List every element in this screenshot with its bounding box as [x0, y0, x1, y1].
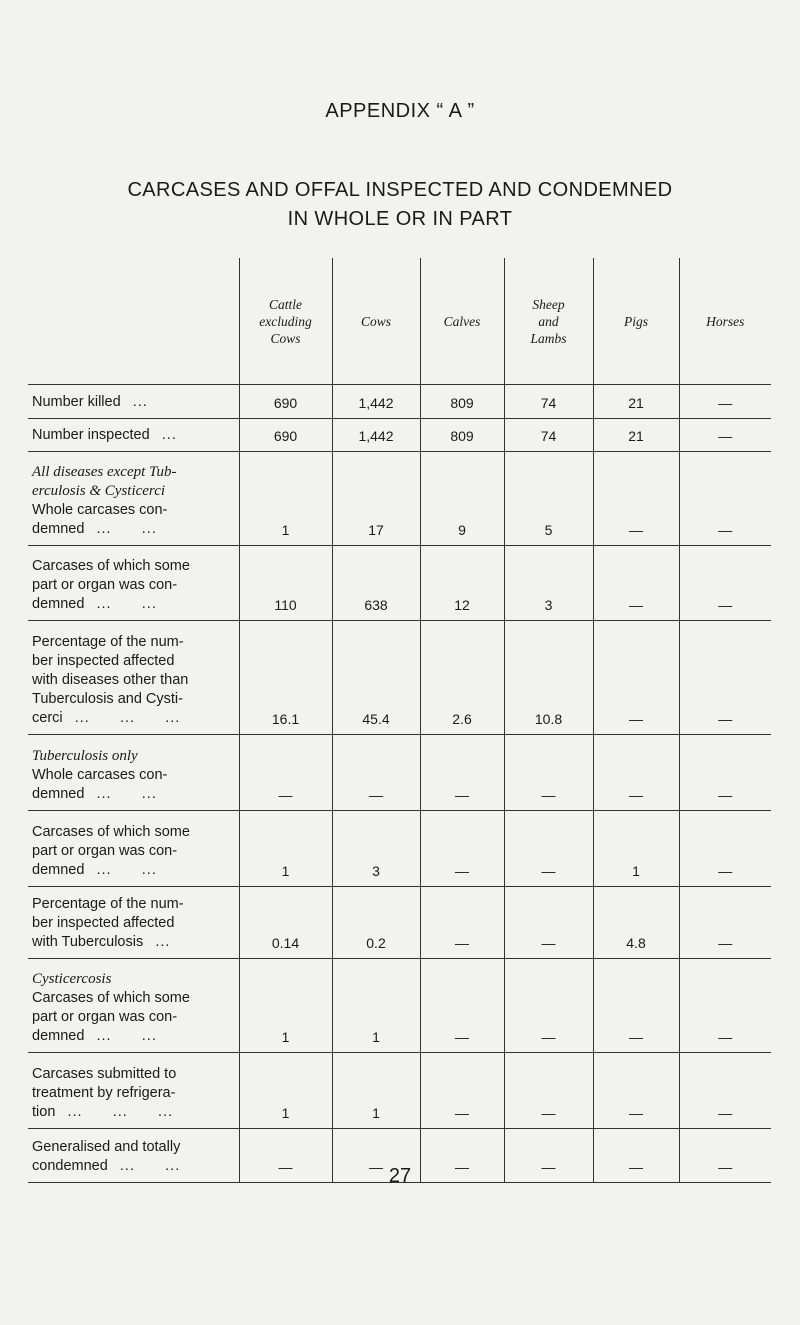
value-cell-sheep: — [504, 1053, 593, 1129]
value-cell-horses: — [679, 385, 771, 419]
value-cell-calves: — [420, 959, 504, 1053]
value-cell-sheep: — [504, 959, 593, 1053]
row-label-line [32, 861, 233, 880]
value-cell-horses: — [679, 419, 771, 452]
leader-gap [84, 862, 96, 878]
table-row [28, 735, 771, 811]
row-label-text: Cysticercosis [32, 971, 112, 987]
value-cell-sheep: — [504, 887, 593, 959]
row-label-text: Carcases of which some [32, 558, 190, 574]
value-cell-horses: — [679, 452, 771, 546]
row-label-line [32, 1138, 233, 1157]
row-label-text: Tuberculosis only [32, 748, 138, 764]
table-row [28, 385, 771, 419]
value-cell-pigs: — [593, 621, 679, 735]
value-cell-calves: 2.6 [420, 621, 504, 735]
row-label-line [32, 690, 233, 709]
row-label-line [32, 766, 233, 785]
table-row [28, 452, 771, 546]
value-cell-cattle: — [239, 735, 332, 811]
leader-gap [84, 521, 96, 537]
value-cell-cattle: 690 [239, 385, 332, 419]
value-cell-cattle: 1 [239, 959, 332, 1053]
row-label-text: ber inspected affected [32, 915, 175, 931]
value-cell-calves: — [420, 811, 504, 887]
value-cell-sheep: 74 [504, 385, 593, 419]
inspection-table [28, 258, 771, 1183]
value-cell-cows: 1 [332, 959, 420, 1053]
leader-dots: ... [155, 934, 171, 950]
value-cell-pigs: — [593, 1053, 679, 1129]
value-cell-cows: 0.2 [332, 887, 420, 959]
value-cell-pigs: — [593, 546, 679, 621]
value-cell-cattle: 690 [239, 419, 332, 452]
row-label-text: Number inspected [32, 427, 150, 443]
row-label-line [32, 914, 233, 933]
row-label-line [32, 1008, 233, 1027]
row-label [28, 419, 239, 452]
leader-dots: ... [161, 427, 177, 443]
value-cell-sheep: — [504, 735, 593, 811]
row-label-line [32, 393, 233, 412]
row-label [28, 385, 239, 419]
leader-dots: ... ... [96, 521, 157, 537]
header-blank-cell [28, 258, 239, 385]
column-header-line: Calves [443, 313, 481, 329]
value-cell-pigs: — [593, 1129, 679, 1183]
table-row [28, 887, 771, 959]
row-label-text: All diseases except Tub- [32, 464, 177, 480]
column-header-line: Cows [360, 313, 391, 329]
value-cell-sheep: 74 [504, 419, 593, 452]
row-label-line [32, 482, 233, 501]
row-label-text: with Tuberculosis [32, 934, 144, 950]
value-cell-horses: — [679, 1129, 771, 1183]
title-line-2: IN WHOLE OR IN PART [287, 208, 513, 230]
row-label-text: demned [32, 862, 85, 878]
value-cell-calves: — [420, 887, 504, 959]
table-body [28, 385, 771, 1183]
value-cell-horses: — [679, 887, 771, 959]
row-label-line [32, 576, 233, 595]
value-cell-pigs: — [593, 452, 679, 546]
row-label-line [32, 652, 233, 671]
table-row [28, 959, 771, 1053]
value-cell-calves: 809 [420, 419, 504, 452]
value-cell-calves: — [420, 1129, 504, 1183]
row-label-text: condemned [32, 1158, 108, 1174]
value-cell-cows: 45.4 [332, 621, 420, 735]
row-label-text: Percentage of the num- [32, 896, 184, 912]
column-header-calves [420, 258, 504, 385]
value-cell-horses: — [679, 735, 771, 811]
value-cell-sheep: — [504, 1129, 593, 1183]
row-label-text: with diseases other than [32, 672, 189, 688]
value-cell-pigs: — [593, 959, 679, 1053]
row-label-text: part or organ was con- [32, 843, 178, 859]
leader-dots: ... ... ... [74, 710, 181, 726]
row-label-line [32, 426, 233, 445]
title-line-1: CARCASES AND OFFAL INSPECTED AND CONDEMNED [127, 179, 673, 201]
row-label [28, 546, 239, 621]
value-cell-cattle: 1 [239, 452, 332, 546]
value-cell-pigs: 1 [593, 811, 679, 887]
value-cell-calves: — [420, 735, 504, 811]
column-header-pigs [593, 258, 679, 385]
column-header-line: Horses [706, 313, 745, 329]
column-header-line: Lambs [530, 330, 567, 346]
row-label-line [32, 970, 233, 989]
table-row [28, 419, 771, 452]
leader-gap [63, 710, 75, 726]
value-cell-pigs: 21 [593, 385, 679, 419]
row-label [28, 621, 239, 735]
row-label [28, 452, 239, 546]
row-label-text: Tuberculosis and Cysti- [32, 691, 183, 707]
leader-dots: ... [132, 394, 148, 410]
row-label-text: demned [32, 1028, 85, 1044]
row-label-line [32, 463, 233, 482]
column-header-line: Cattle [269, 296, 302, 312]
leader-dots: ... ... [96, 596, 157, 612]
table-row [28, 546, 771, 621]
value-cell-cattle: 1 [239, 811, 332, 887]
row-label-text: Carcases submitted to [32, 1066, 177, 1082]
row-label-text: treatment by refrigera- [32, 1085, 176, 1101]
table-row [28, 811, 771, 887]
value-cell-cattle: 110 [239, 546, 332, 621]
value-cell-calves: 12 [420, 546, 504, 621]
value-cell-cows: — [332, 735, 420, 811]
table-row [28, 621, 771, 735]
row-label-line [32, 595, 233, 614]
page-title [0, 176, 800, 234]
row-label-text: Whole carcases con- [32, 502, 168, 518]
row-label-text: demned [32, 521, 85, 537]
row-label-line [32, 895, 233, 914]
value-cell-cattle: 16.1 [239, 621, 332, 735]
column-header-line: Sheep [532, 296, 565, 312]
row-label-text: part or organ was con- [32, 577, 178, 593]
row-label-line [32, 1027, 233, 1046]
value-cell-horses: — [679, 546, 771, 621]
column-header-horses [679, 258, 771, 385]
leader-gap [143, 934, 155, 950]
row-label-line [32, 501, 233, 520]
value-cell-sheep: — [504, 811, 593, 887]
value-cell-sheep: 10.8 [504, 621, 593, 735]
leader-gap [55, 1104, 67, 1120]
row-label-text: ber inspected affected [32, 653, 175, 669]
row-label-line [32, 842, 233, 861]
leader-dots: ... ... ... [67, 1104, 174, 1120]
column-header-line: and [538, 313, 559, 329]
value-cell-calves: — [420, 1053, 504, 1129]
value-cell-cattle: — [239, 1129, 332, 1183]
leader-gap [84, 1028, 96, 1044]
row-label-text: Whole carcases con- [32, 767, 168, 783]
page-number: 27 [388, 1165, 412, 1187]
value-cell-cattle: 0.14 [239, 887, 332, 959]
row-label-line [32, 633, 233, 652]
row-label-text: Generalised and totally [32, 1139, 181, 1155]
value-cell-cows: — [332, 1129, 420, 1183]
row-label-line [32, 785, 233, 804]
column-header-line: Pigs [623, 313, 648, 329]
row-label-line [32, 1084, 233, 1103]
row-label-text: demned [32, 596, 85, 612]
row-label-text: cerci [32, 710, 63, 726]
row-label-text: Carcases of which some [32, 990, 190, 1006]
value-cell-calves: 9 [420, 452, 504, 546]
value-cell-cows: 1,442 [332, 385, 420, 419]
value-cell-horses: — [679, 1053, 771, 1129]
row-label-line [32, 709, 233, 728]
value-cell-cows: 3 [332, 811, 420, 887]
column-header-sheep [504, 258, 593, 385]
leader-dots: ... ... [96, 1028, 157, 1044]
column-header-line: Cows [270, 330, 301, 346]
row-label [28, 959, 239, 1053]
value-cell-pigs: — [593, 735, 679, 811]
leader-gap [84, 596, 96, 612]
leader-dots: ... ... [96, 862, 157, 878]
column-header-cows [332, 258, 420, 385]
row-label-line [32, 933, 233, 952]
row-label-text: Percentage of the num- [32, 634, 184, 650]
row-label-line [32, 671, 233, 690]
row-label-line [32, 520, 233, 539]
row-label-line [32, 1103, 233, 1122]
value-cell-cows: 1 [332, 1053, 420, 1129]
value-cell-cows: 1,442 [332, 419, 420, 452]
row-label [28, 1053, 239, 1129]
row-label-line [32, 989, 233, 1008]
appendix-heading: APPENDIX “ A ” [325, 100, 475, 122]
row-label-text: tion [32, 1104, 56, 1120]
value-cell-cows: 638 [332, 546, 420, 621]
value-cell-horses: — [679, 811, 771, 887]
row-label-line [32, 823, 233, 842]
value-cell-horses: — [679, 959, 771, 1053]
row-label [28, 735, 239, 811]
leader-gap [84, 786, 96, 802]
value-cell-pigs: 4.8 [593, 887, 679, 959]
value-cell-pigs: 21 [593, 419, 679, 452]
value-cell-cattle: 1 [239, 1053, 332, 1129]
row-label [28, 811, 239, 887]
leader-dots: ... ... [96, 786, 157, 802]
value-cell-horses: — [679, 621, 771, 735]
value-cell-sheep: 3 [504, 546, 593, 621]
value-cell-calves: 809 [420, 385, 504, 419]
row-label-text: Number killed [32, 394, 121, 410]
row-label-text: demned [32, 786, 85, 802]
leader-dots: ... ... [119, 1158, 181, 1174]
table-row [28, 1053, 771, 1129]
leader-gap [150, 427, 162, 443]
row-label-text: erculosis & Cysticerci [32, 483, 166, 499]
value-cell-sheep: 5 [504, 452, 593, 546]
row-label-line [32, 747, 233, 766]
column-header-line: excluding [259, 313, 312, 329]
leader-gap [121, 394, 133, 410]
row-label-text: Carcases of which some [32, 824, 190, 840]
row-label-line [32, 557, 233, 576]
row-label [28, 887, 239, 959]
row-label-text: part or organ was con- [32, 1009, 178, 1025]
table-header-row [28, 258, 771, 385]
column-header-cattle [239, 258, 332, 385]
value-cell-cows: 17 [332, 452, 420, 546]
row-label-line [32, 1065, 233, 1084]
